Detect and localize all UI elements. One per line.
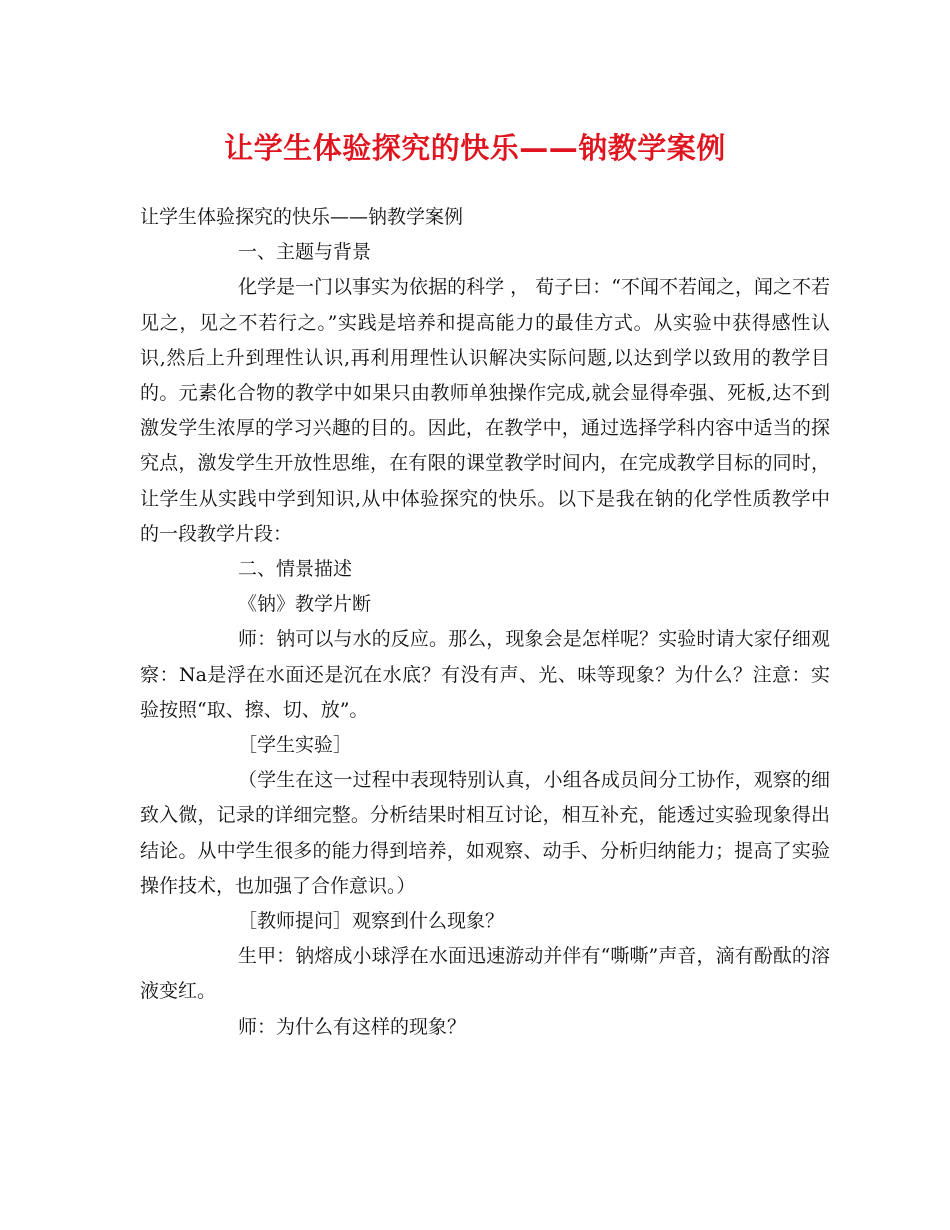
label-student-experiment: ［学生实验］ [238,734,353,757]
paragraph-student-note: （学生在这一过程中表现特别认真，小组各成员间分工协作，观察的细致入微，记录的详细完整。分析结果时相互讨论，相互补充，能透过实验现象得出结论。从中学生很多的能力得到培养，如观察、动手、分析归纳能力；提高了实验操作技术，也加强了合作意识。） [140,769,830,897]
paragraph-teacher-question: ［教师提问］观察到什么现象？ [238,910,505,933]
paragraph-teacher-followup: 师：为什么有这样的现象？ [238,1015,467,1038]
section-heading-background: 一、主题与背景 [238,241,372,264]
section-heading-scenario: 二、情景描述 [238,558,353,581]
paragraph-student-answer: 生甲：钠熔成小球浮在水面迅速游动并伴有“嘶嘶”声音，滴有酚酞的溶液变红。 [140,945,830,1003]
subheading-fragment: 《钠》教学片断 [238,593,372,616]
paragraph-background: 化学是一门以事实为依据的科学 ， 荀子曰：“不闻不若闻之，闻之不若见之，见之不若行之。”实践是培养和提高能力的最佳方式。从实验中获得感性认识,然后上升到理性认识,再利用理性认识解决实际问题,以达到学以致用的教学目的。元素化合物的教学中如果只由教师单独操作完成,就会显得牵强、死板,达不到激发学生浓厚的学习兴趣的目的。因此，在教学中，通过选择学科内容中适当的探究点，激发学生开放性思维，在有限的课堂教学时间内，在完成教学目标的同时，让学生从实践中学到知识,从中体验探究的快乐。以下是我在钠的化学性质教学中的一段教学片段： [140,276,830,545]
paragraph-teacher-intro: 师：钠可以与水的反应。那么，现象会是怎样呢？实验时请大家仔细观察：Na是浮在水面还是沉在水底？有没有声、光、味等现象？为什么？注意：实验按照“取、擦、切、放”。 [140,628,830,721]
document-body [140,200,830,1045]
document-title: 让学生体验探究的快乐——钠教学案例 [224,131,726,165]
paragraph-heading: 让学生体验探究的快乐——钠教学案例 [140,206,464,228]
